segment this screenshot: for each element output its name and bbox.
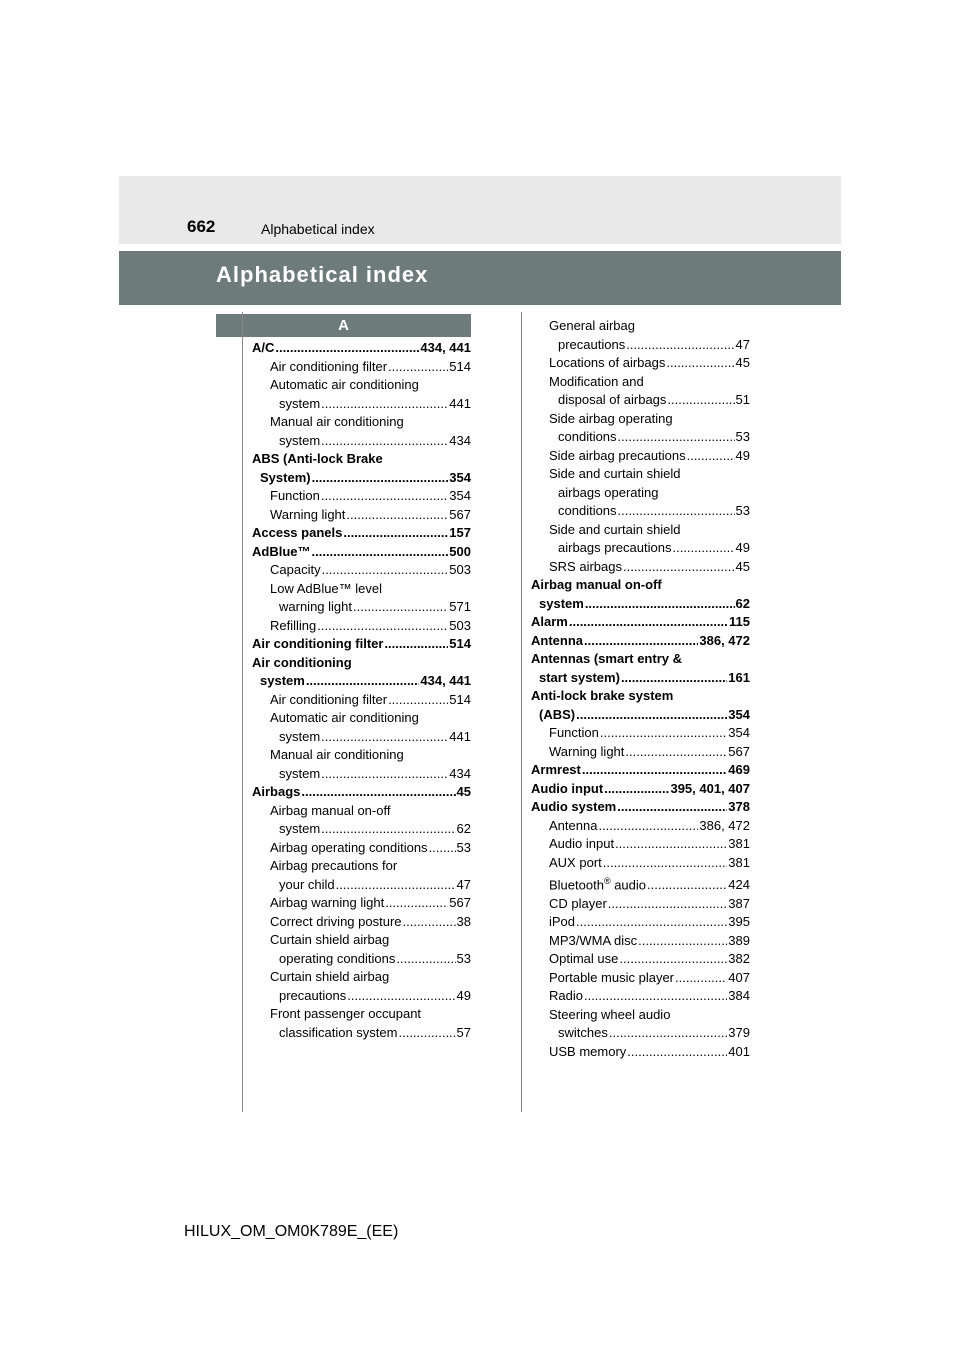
index-term: Access panels <box>252 525 343 540</box>
index-entry <box>531 484 750 503</box>
dot-leader <box>336 876 456 895</box>
index-term: system <box>279 765 321 781</box>
page-reference: 434, 441 <box>420 340 471 355</box>
index-term: Air conditioning filter <box>252 636 384 651</box>
index-term: Refilling <box>270 617 317 633</box>
page-reference: 387 <box>728 895 750 911</box>
index-term: General airbag <box>549 318 635 333</box>
dot-leader <box>618 502 735 521</box>
page-reference: 49 <box>456 987 471 1003</box>
index-term: Automatic air conditioning <box>270 377 419 392</box>
index-entry <box>252 654 471 673</box>
page-reference: 401 <box>728 1043 750 1059</box>
index-entry <box>531 950 750 969</box>
index-entry <box>252 617 471 636</box>
index-entry <box>531 1006 750 1025</box>
index-entry <box>531 987 750 1006</box>
index-term: start system) <box>539 669 620 685</box>
dot-leader <box>618 428 735 447</box>
index-term: airbags precautions <box>558 540 672 555</box>
dot-leader <box>385 894 448 913</box>
index-term: Side and curtain shield <box>549 466 681 481</box>
dot-leader <box>306 672 420 691</box>
index-entry <box>531 835 750 854</box>
index-entry <box>252 413 471 432</box>
index-entry <box>252 543 471 562</box>
page-reference: 49 <box>735 447 750 463</box>
index-term: Radio <box>549 988 583 1004</box>
dot-leader <box>617 798 727 817</box>
page-reference: 500 <box>449 543 471 559</box>
page-reference: 571 <box>449 599 471 614</box>
index-entry <box>531 724 750 743</box>
dot-leader <box>603 854 728 873</box>
index-term: Alarm <box>531 614 568 629</box>
index-entry <box>531 428 750 447</box>
index-term: Airbag manual on-off <box>270 802 391 818</box>
index-term: Correct driving posture <box>270 913 402 929</box>
dot-leader <box>576 706 727 725</box>
index-term: Locations of airbags <box>549 355 666 370</box>
index-term: Optimal use <box>549 951 619 967</box>
index-term: system <box>260 673 305 688</box>
page-reference: 161 <box>728 669 750 685</box>
dot-leader <box>312 469 449 488</box>
index-column-2 <box>531 317 750 1061</box>
index-entry <box>252 876 471 895</box>
page-reference: 386, 472 <box>699 632 750 648</box>
index-term: Antenna <box>531 632 583 648</box>
index-term: AUX port <box>549 854 602 870</box>
dot-leader <box>647 876 727 895</box>
page-reference: 469 <box>728 762 750 777</box>
index-entry <box>252 450 471 469</box>
dot-leader <box>582 761 727 780</box>
index-term: Capacity <box>270 562 321 577</box>
index-term: Front passenger occupant <box>270 1006 422 1021</box>
index-entry <box>252 376 471 395</box>
page-reference: 45 <box>735 355 750 370</box>
dot-leader <box>398 1024 455 1043</box>
index-term: Warning light <box>270 506 346 522</box>
dot-leader <box>301 783 455 802</box>
index-entry <box>252 857 471 876</box>
dot-leader <box>623 558 735 577</box>
index-term: warning light <box>279 599 352 614</box>
index-entry <box>531 317 750 336</box>
index-term: Airbag precautions for <box>270 858 398 873</box>
index-entry <box>252 672 471 691</box>
document-code: HILUX_OM_OM0K789E_(EE) <box>184 1223 399 1240</box>
index-term: Function <box>270 488 320 503</box>
dot-leader <box>312 543 449 562</box>
index-term: system <box>279 728 321 744</box>
index-term: Low AdBlue™ level <box>270 580 383 596</box>
page-reference: 53 <box>456 839 471 855</box>
index-entry <box>252 580 471 599</box>
index-entry <box>252 561 471 580</box>
index-term: Audio system <box>531 799 617 814</box>
page-reference: 434, 441 <box>420 673 471 688</box>
column-divider-right <box>521 312 522 1112</box>
page-reference: 354 <box>449 488 471 503</box>
index-term: system <box>279 821 321 836</box>
index-entry <box>252 987 471 1006</box>
page-reference: 354 <box>728 706 750 722</box>
dot-leader <box>322 561 449 580</box>
index-entry <box>252 950 471 969</box>
dot-leader <box>666 354 734 373</box>
index-entry <box>531 913 750 932</box>
index-entry <box>531 650 750 669</box>
index-entry <box>531 539 750 558</box>
index-entry <box>531 854 750 873</box>
index-entry <box>252 913 471 932</box>
index-entry <box>531 761 750 780</box>
page-reference: 434 <box>449 765 471 781</box>
page-reference: 503 <box>449 617 471 633</box>
page-reference: 514 <box>449 636 471 651</box>
index-entry <box>531 373 750 392</box>
index-entry <box>252 469 471 488</box>
dot-leader <box>609 1024 727 1043</box>
page-reference: 157 <box>449 525 471 540</box>
page-reference: 354 <box>728 725 750 740</box>
index-entry <box>531 669 750 688</box>
dot-leader <box>321 487 448 506</box>
page-reference: 53 <box>456 950 471 966</box>
page-reference: 378 <box>728 799 750 814</box>
page-reference: 389 <box>728 932 750 948</box>
index-entry <box>252 728 471 747</box>
title-band <box>119 251 841 305</box>
index-entry <box>252 395 471 414</box>
index-term: Curtain shield airbag <box>270 969 390 984</box>
index-entry <box>531 521 750 540</box>
page-reference: 47 <box>735 336 750 352</box>
page-reference: 514 <box>449 691 471 707</box>
index-term: Automatic air conditioning <box>270 710 419 725</box>
index-term: SRS airbags <box>549 558 622 574</box>
index-entry <box>252 820 471 839</box>
index-entry <box>252 802 471 821</box>
page-reference: 53 <box>735 429 750 444</box>
index-entry <box>252 691 471 710</box>
page-reference: 441 <box>449 728 471 744</box>
index-term: AdBlue™ <box>252 543 311 559</box>
index-term: Modification and <box>549 373 644 389</box>
dot-leader <box>672 539 734 558</box>
dot-leader <box>625 743 727 762</box>
page-reference: 51 <box>735 392 750 407</box>
index-term: iPod <box>549 914 576 930</box>
index-entry <box>531 817 750 836</box>
index-term: Armrest <box>531 762 581 777</box>
dot-leader <box>388 691 448 710</box>
index-entry <box>252 783 471 802</box>
dot-leader <box>321 395 448 414</box>
dot-leader <box>576 913 727 932</box>
page-reference: 381 <box>728 854 750 870</box>
running-title: Alphabetical index <box>261 221 375 237</box>
index-entry <box>531 687 750 706</box>
page-reference: 434 <box>449 432 471 448</box>
page-reference: 567 <box>449 506 471 522</box>
index-entry <box>252 1024 471 1043</box>
index-term: classification system <box>279 1024 398 1040</box>
dot-leader <box>687 447 735 466</box>
dot-leader <box>321 432 448 451</box>
page-reference: 424 <box>728 877 750 893</box>
index-term: ABS (Anti-lock Brake <box>252 451 383 466</box>
dot-leader <box>403 913 456 932</box>
dot-leader <box>343 524 448 543</box>
page-reference: 567 <box>728 743 750 759</box>
page-reference: 38 <box>456 913 471 929</box>
index-entry <box>252 339 471 358</box>
index-entry <box>531 465 750 484</box>
index-term: Airbag warning light <box>270 895 385 910</box>
index-entry <box>531 613 750 632</box>
page-reference: 45 <box>735 558 750 574</box>
index-entry <box>531 447 750 466</box>
page-reference: 57 <box>456 1024 471 1040</box>
dot-leader <box>627 1043 727 1062</box>
index-entry <box>531 595 750 614</box>
dot-leader <box>569 613 728 632</box>
header-band <box>119 176 841 244</box>
index-entry <box>252 746 471 765</box>
page-reference: 62 <box>456 821 471 836</box>
dot-leader <box>626 336 734 355</box>
dot-leader <box>429 839 456 858</box>
index-entry <box>531 410 750 429</box>
index-entry <box>531 391 750 410</box>
page-reference: 49 <box>735 540 750 555</box>
dot-leader <box>321 765 448 784</box>
dot-leader <box>347 987 455 1006</box>
page-reference: 407 <box>728 969 750 985</box>
index-term: Steering wheel audio <box>549 1006 671 1022</box>
index-term: Airbag operating conditions <box>270 839 428 855</box>
index-entry <box>531 502 750 521</box>
index-entry <box>531 354 750 373</box>
index-term: Air conditioning filter <box>270 358 388 374</box>
index-entry <box>531 706 750 725</box>
index-term: airbags operating <box>558 484 659 500</box>
page-reference: 53 <box>735 503 750 518</box>
index-term: Side and curtain shield <box>549 521 681 537</box>
index-term: Airbag manual on-off <box>531 577 662 592</box>
page-reference: 441 <box>449 395 471 411</box>
index-term: MP3/WMA disc <box>549 932 638 948</box>
dot-leader <box>275 339 419 358</box>
index-term: Airbags <box>252 784 301 799</box>
index-term: Bluetooth® audio <box>549 876 646 893</box>
page-reference: 62 <box>735 595 750 611</box>
index-entry <box>252 635 471 654</box>
index-entry <box>252 968 471 987</box>
dot-leader <box>396 950 455 969</box>
index-entry <box>531 558 750 577</box>
index-entry <box>252 524 471 543</box>
index-term: your child <box>279 876 335 892</box>
dot-leader <box>619 950 727 969</box>
page-reference: 514 <box>449 358 471 374</box>
page-reference: 382 <box>728 951 750 967</box>
index-entry <box>531 969 750 988</box>
index-entry <box>252 709 471 728</box>
page-title: Alphabetical index <box>216 262 429 287</box>
index-entry <box>252 1005 471 1024</box>
index-term: system <box>279 432 321 448</box>
index-term: Audio input <box>531 780 604 796</box>
index-entry <box>252 765 471 784</box>
index-entry <box>252 358 471 377</box>
page-reference: 47 <box>456 876 471 892</box>
page-reference: 503 <box>449 562 471 577</box>
index-term: system <box>539 595 584 611</box>
index-term: A/C <box>252 340 275 355</box>
page-reference: 45 <box>456 784 471 799</box>
index-term: operating conditions <box>279 950 396 966</box>
index-term: Audio input <box>549 836 615 851</box>
index-term: Anti-lock brake system <box>531 688 674 703</box>
dot-leader <box>584 632 698 651</box>
index-term: USB memory <box>549 1043 627 1059</box>
index-entry <box>252 432 471 451</box>
index-entry <box>252 894 471 913</box>
index-column-1 <box>252 339 471 1042</box>
index-entry <box>252 931 471 950</box>
dot-leader <box>615 835 727 854</box>
index-entry <box>252 839 471 858</box>
index-entry <box>252 506 471 525</box>
dot-leader <box>600 724 727 743</box>
index-term: precautions <box>279 987 347 1003</box>
index-entry <box>531 576 750 595</box>
page-reference: 354 <box>449 469 471 485</box>
index-entry <box>252 598 471 617</box>
index-entry <box>531 336 750 355</box>
index-entry <box>531 780 750 799</box>
index-term: Air conditioning filter <box>270 691 388 707</box>
index-term: disposal of airbags <box>558 392 667 407</box>
page-reference: 395 <box>728 914 750 930</box>
index-term: system <box>279 395 321 411</box>
index-entry <box>252 487 471 506</box>
dot-leader <box>621 669 727 688</box>
index-term: precautions <box>558 336 626 352</box>
index-entry <box>531 932 750 951</box>
page-reference: 395, 401, 407 <box>670 780 750 796</box>
dot-leader <box>353 598 448 617</box>
index-term: Side airbag operating <box>549 410 673 426</box>
index-term: Manual air conditioning <box>270 414 404 429</box>
index-term: System) <box>260 469 311 485</box>
dot-leader <box>321 820 455 839</box>
dot-leader <box>346 506 448 525</box>
page-reference: 381 <box>728 836 750 851</box>
dot-leader <box>598 817 698 836</box>
index-term: Function <box>549 725 599 740</box>
index-entry <box>531 872 750 895</box>
index-term: switches <box>558 1025 608 1041</box>
index-entry <box>531 798 750 817</box>
dot-leader <box>584 987 727 1006</box>
page-reference: 379 <box>728 1025 750 1041</box>
index-term: Warning light <box>549 743 625 759</box>
index-term: conditions <box>558 503 617 518</box>
dot-leader <box>604 780 669 799</box>
page-reference: 567 <box>449 895 471 910</box>
dot-leader <box>675 969 727 988</box>
dot-leader <box>321 728 448 747</box>
dot-leader <box>585 595 735 614</box>
index-term: Air conditioning <box>252 654 352 670</box>
index-entry <box>531 632 750 651</box>
column-divider-left <box>242 312 243 1112</box>
page-reference: 386, 472 <box>699 817 750 833</box>
page-number: 662 <box>187 217 216 236</box>
index-term: Manual air conditioning <box>270 747 404 762</box>
index-term: (ABS) <box>539 706 576 722</box>
page-reference: 384 <box>728 988 750 1004</box>
dot-leader <box>317 617 448 636</box>
dot-leader <box>608 895 728 914</box>
index-term: conditions <box>558 429 617 444</box>
dot-leader <box>638 932 727 951</box>
dot-leader <box>384 635 448 654</box>
index-entry <box>531 1043 750 1062</box>
page-reference: 115 <box>729 614 750 629</box>
section-letter-bar: A <box>216 314 471 337</box>
index-term: Portable music player <box>549 969 674 985</box>
dot-leader <box>388 358 448 377</box>
index-term: CD player <box>549 895 607 911</box>
index-entry <box>531 1024 750 1043</box>
index-term: Antenna <box>549 817 598 833</box>
index-term: Side airbag precautions <box>549 447 686 463</box>
index-entry <box>531 895 750 914</box>
index-term: Curtain shield airbag <box>270 932 390 947</box>
index-term: Antennas (smart entry & <box>531 651 682 666</box>
dot-leader <box>667 391 734 410</box>
index-entry <box>531 743 750 762</box>
